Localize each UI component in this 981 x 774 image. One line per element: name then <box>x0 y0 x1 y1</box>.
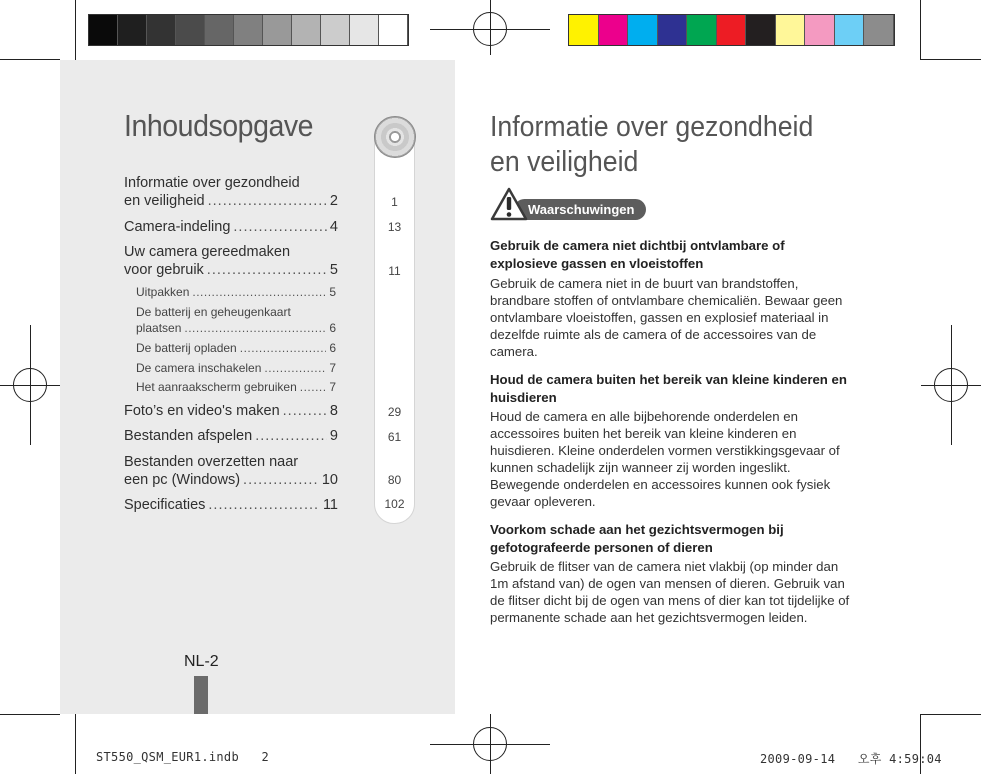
toc-page-number: 8 <box>329 403 338 419</box>
grayscale-calibration-bar <box>88 14 409 46</box>
toc-page-number: 6 <box>329 341 336 355</box>
section-heading: Houd de camera buiten het bereik van kleine kinderen en huisdieren <box>490 372 847 405</box>
gray-swatch <box>263 15 292 45</box>
toc-entry-label: en veiligheid <box>124 193 205 209</box>
color-swatch <box>569 15 599 45</box>
toc-entry[interactable] <box>124 496 338 514</box>
toc-entry-label: een pc (Windows) <box>124 472 241 488</box>
color-swatch <box>687 15 717 45</box>
section-body: Houd de camera en alle bijbehorende onderdelen en accessoires buiten het bereik van kleine kinderen en huisdieren. Kleine onderdelen vormen verstikkingsgevaar of kunnen schadelijk zijn wanneer zij worden ingeslikt. Bewegende onderdelen en accessoires kunnen ook fysiek gevaar opleveren. <box>490 409 840 509</box>
toc-entry-label: Informatie over gezondheid <box>124 175 300 191</box>
section-title: Informatie over gezondheid en veiligheid <box>490 111 814 178</box>
color-swatch <box>746 15 776 45</box>
toc-entry[interactable] <box>124 174 338 210</box>
toc-entry-label: De batterij opladen <box>136 341 237 355</box>
toc-entry-label: Het aanraakscherm gebruiken <box>136 380 297 394</box>
chapter-page-number: 61 <box>387 430 402 444</box>
section-heading: Gebruik de camera niet dichtbij ontvlambare of explosieve gassen en vloeistoffen <box>490 238 785 271</box>
toc-subentry[interactable] <box>136 284 336 300</box>
color-swatch <box>658 15 688 45</box>
toc-page-number: 10 <box>321 472 338 488</box>
warning-triangle-icon <box>490 187 528 221</box>
toc-entry[interactable] <box>124 218 338 236</box>
color-swatch <box>835 15 865 45</box>
toc-entry-label: Bestanden afspelen <box>124 428 253 444</box>
crop-mark <box>921 714 981 715</box>
toc-page-number: 9 <box>329 428 338 444</box>
gray-swatch <box>89 15 118 45</box>
color-swatch <box>717 15 747 45</box>
color-swatch <box>805 15 835 45</box>
section-heading: Voorkom schade aan het gezichtsvermogen bij gefotografeerde personen of dieren <box>490 522 784 555</box>
toc-entry[interactable] <box>124 243 338 279</box>
gray-swatch <box>147 15 176 45</box>
gray-swatch <box>292 15 321 45</box>
chapter-strip <box>374 118 415 524</box>
toc-entry[interactable] <box>124 427 338 445</box>
toc-entry-label: voor gebruik <box>124 262 204 278</box>
toc-page-number: 4 <box>329 219 338 235</box>
toc-page-number: 5 <box>329 285 336 299</box>
page-tab-marker <box>194 676 208 714</box>
chapter-page-number: 13 <box>387 220 402 234</box>
gray-swatch <box>176 15 205 45</box>
toc-subentry[interactable] <box>136 379 336 395</box>
toc-page-number: 5 <box>329 262 338 278</box>
file-info: ST550_QSM_EUR1.indb 2 <box>96 750 270 764</box>
gray-swatch <box>379 15 408 45</box>
toc-subentry[interactable] <box>136 340 336 356</box>
toc-entry-label: Uw camera gereedmaken <box>124 244 291 260</box>
gray-swatch <box>205 15 234 45</box>
toc-entry-label: Foto’s en video's maken <box>124 403 280 419</box>
registration-mark <box>934 368 968 402</box>
toc-entry[interactable] <box>124 402 338 420</box>
toc-entry-label: Specificaties <box>124 497 206 513</box>
toc-entry-label: plaatsen <box>136 321 182 335</box>
crop-mark <box>0 714 60 715</box>
crop-mark <box>921 59 981 60</box>
color-swatch <box>864 15 894 45</box>
chapter-page-number: 29 <box>387 405 402 419</box>
toc-entry-label: Bestanden overzetten naar <box>124 454 299 470</box>
warning-badge: Waarschuwingen <box>514 199 646 220</box>
section-body: Gebruik de flitser van de camera niet vlakbij (op minder dan 1m afstand van) de ogen van mensen of dieren. Gebruik van de flitser dicht bij de ogen van mens of dier kan tot tijdelijke of permanente schade aan het gezichtsvermogen leiden. <box>490 559 850 625</box>
print-timestamp: 2009-09-14 오후 4:59:04 <box>760 752 942 766</box>
registration-mark <box>473 12 507 46</box>
toc-page-number: 2 <box>329 193 338 209</box>
registration-mark <box>473 727 507 761</box>
gray-swatch <box>234 15 263 45</box>
toc-entry-label: Uitpakken <box>136 285 190 299</box>
toc-subentry[interactable] <box>136 360 336 376</box>
toc-entry[interactable] <box>124 453 338 489</box>
toc-entry-label: De camera inschakelen <box>136 361 262 375</box>
toc-page-number: 11 <box>322 497 338 513</box>
gray-swatch <box>350 15 379 45</box>
color-swatch <box>628 15 658 45</box>
toc-entry-label: Camera-indeling <box>124 219 231 235</box>
chapter-page-number: 80 <box>387 473 402 487</box>
color-calibration-bar <box>568 14 895 46</box>
toc-subentry[interactable] <box>136 304 336 336</box>
crop-mark <box>920 0 921 60</box>
toc-title: Inhoudsopgave <box>124 108 314 143</box>
toc-page-number: 6 <box>329 321 336 335</box>
chapter-page-number: 102 <box>384 497 405 511</box>
gray-swatch <box>321 15 350 45</box>
toc-page-number: 7 <box>329 380 336 394</box>
chapter-page-number: 1 <box>391 195 398 209</box>
crop-mark <box>75 714 76 774</box>
gray-swatch <box>118 15 147 45</box>
page-number: NL-2 <box>184 653 219 670</box>
cd-icon <box>374 116 416 158</box>
crop-mark <box>0 59 60 60</box>
chapter-page-number: 11 <box>388 264 401 278</box>
crop-mark <box>75 0 76 60</box>
color-swatch <box>776 15 806 45</box>
section-body: Gebruik de camera niet in de buurt van brandstoffen, brandbare stoffen of ontvlambare chemicaliën. Bewaar geen ontvlambare vloeistoffen, gassen en explosief materiaal in dezelfde ruimte als de camera of de accessoires van de camera. <box>490 276 843 359</box>
registration-mark <box>13 368 47 402</box>
toc-entry-label: De batterij en geheugenkaart <box>136 305 291 319</box>
toc-page-number: 7 <box>329 361 336 375</box>
color-swatch <box>599 15 629 45</box>
